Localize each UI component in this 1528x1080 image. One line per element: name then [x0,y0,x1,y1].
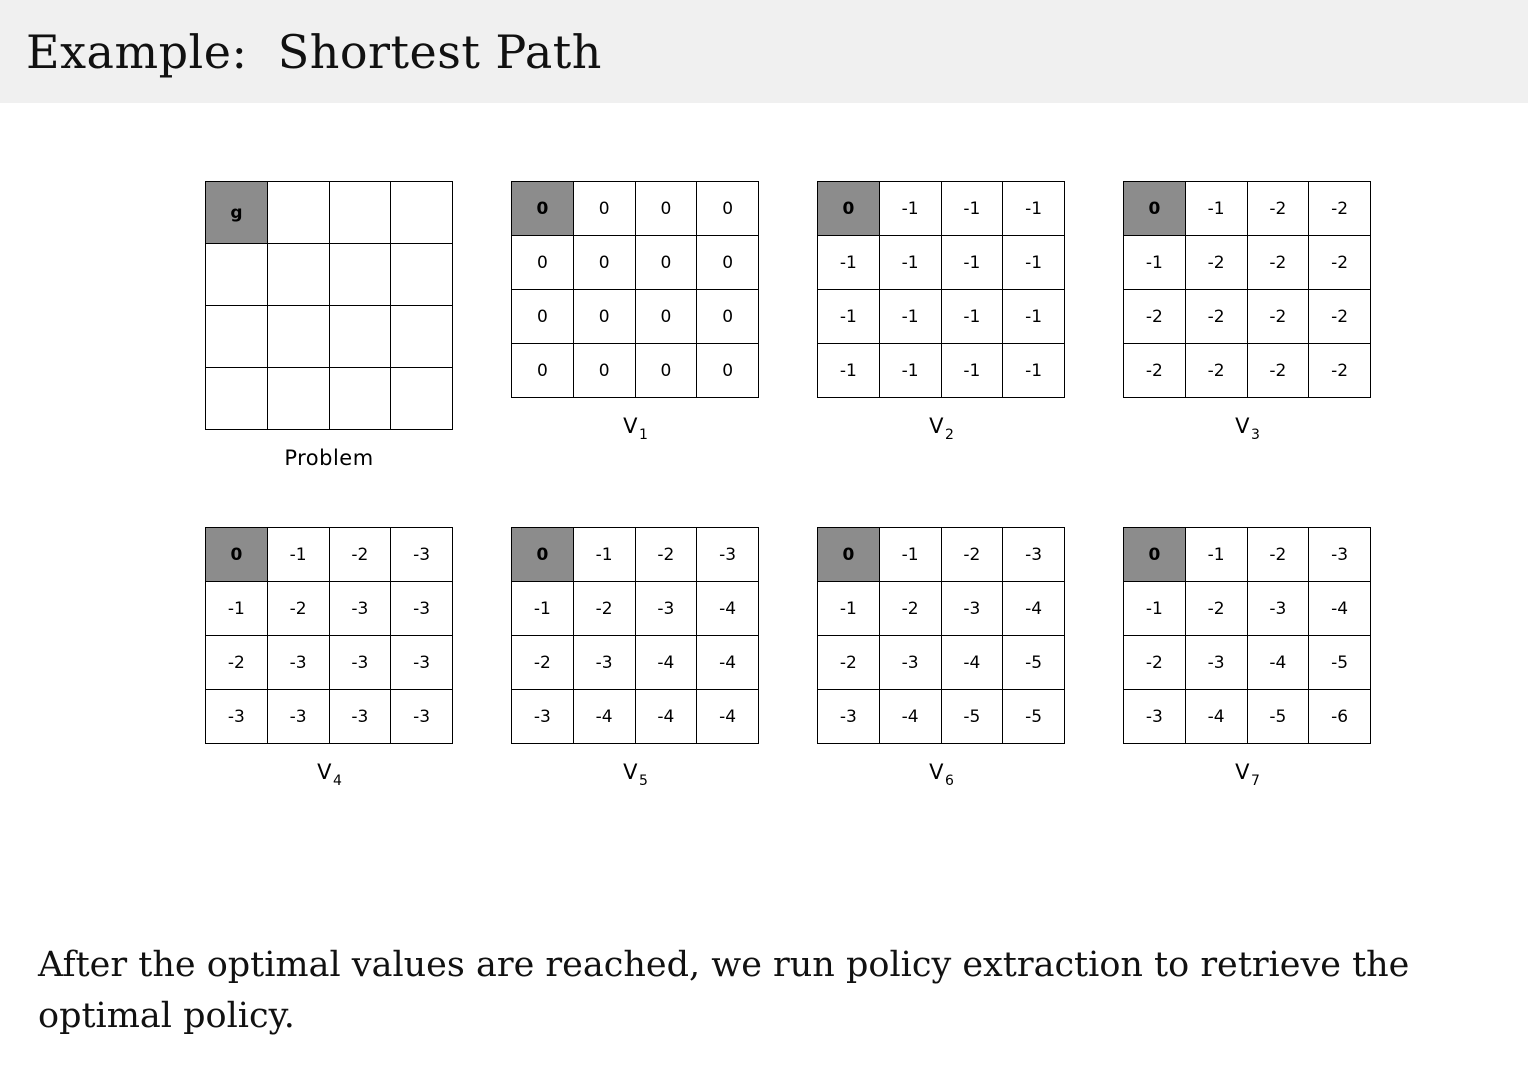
grid-row [512,528,759,582]
grid-row [818,636,1065,690]
grid-row [818,290,1065,344]
grid-cell [391,182,453,244]
grid-caption [623,414,648,443]
grid-cell: -3 [329,636,391,690]
grid-cell: -2 [512,636,574,690]
grid-cell: 0 [573,290,635,344]
grid-cell: -1 [1185,528,1247,582]
grid-cell [329,368,391,430]
value-grid [205,181,453,430]
grid-cell: -1 [1003,344,1065,398]
grid-cell: -1 [1003,236,1065,290]
grid-cell: -1 [1003,182,1065,236]
grid-cell: -4 [1003,582,1065,636]
grid-cell: -4 [697,582,759,636]
grid-cell: -3 [206,690,268,744]
grid-cell [267,306,329,368]
grid-row [512,344,759,398]
grid-cell: -1 [941,182,1003,236]
grid-cell: 0 [697,182,759,236]
grid-row [206,244,453,306]
grid-cell: -2 [1247,344,1309,398]
goal-cell: 0 [1124,528,1186,582]
grid-block [1123,181,1371,470]
grid-cell: -6 [1309,690,1371,744]
grid-row-top [0,181,1528,470]
grid-row [512,290,759,344]
grid-cell: -2 [1124,290,1186,344]
grid-cell: -4 [697,690,759,744]
grid-cell: -3 [512,690,574,744]
grid-block [817,527,1065,789]
value-grid [817,527,1065,744]
grid-row [1124,290,1371,344]
grid-cell: -3 [267,636,329,690]
grid-cell: -1 [941,236,1003,290]
grid-cell: -1 [879,290,941,344]
grid-cell: -4 [1247,636,1309,690]
value-grid [511,527,759,744]
grid-row [206,306,453,368]
grid-cell [329,306,391,368]
grid-cell: -5 [1003,690,1065,744]
grid-cell: -3 [697,528,759,582]
goal-cell: 0 [206,528,268,582]
grid-caption-label: V [1235,760,1250,784]
grid-caption-label: V [623,760,638,784]
grid-cell: -3 [1124,690,1186,744]
grid-caption [623,760,648,789]
grid-cell: -2 [1185,344,1247,398]
grid-cell: -2 [879,582,941,636]
goal-cell: 0 [512,182,574,236]
grid-cell: -4 [635,636,697,690]
grid-cell: -1 [818,290,880,344]
value-grid [511,181,759,398]
grid-caption-subscript: 1 [638,427,648,443]
grid-caption-subscript: 6 [944,773,954,789]
grid-cell: -3 [1309,528,1371,582]
grid-cell: -2 [1247,528,1309,582]
grid-caption-label: V [623,414,638,438]
grid-row [1124,636,1371,690]
grid-block [1123,527,1371,789]
grid-cell: -3 [391,582,453,636]
grid-block [817,181,1065,470]
grid-cell: -3 [879,636,941,690]
grid-cell: -2 [1124,636,1186,690]
grid-cell: 0 [697,290,759,344]
grid-row [1124,344,1371,398]
grid-row [512,236,759,290]
grid-row [206,368,453,430]
grid-cell: -5 [1309,636,1371,690]
grid-row [512,636,759,690]
grid-cell: -2 [1309,344,1371,398]
grid-cell [267,182,329,244]
grid-row [1124,528,1371,582]
grid-cell: -1 [818,344,880,398]
grid-cell: -4 [697,636,759,690]
grid-cell: -3 [941,582,1003,636]
grid-cell: -4 [1309,582,1371,636]
grid-caption [1235,414,1260,443]
grid-cell: 0 [635,236,697,290]
goal-cell: 0 [512,528,574,582]
grid-row [818,528,1065,582]
grid-caption [929,760,954,789]
explanatory-text: After the optimal values are reached, we run policy extraction to retrieve the optimal policy. [38,945,1410,1036]
grid-cell: 0 [573,344,635,398]
grid-caption-label: Problem [284,446,374,470]
grid-cell: -5 [1247,690,1309,744]
grid-block [205,527,453,789]
grid-row [1124,690,1371,744]
value-iteration-grids [0,103,1528,789]
grid-cell: 0 [573,182,635,236]
grid-cell: 0 [635,344,697,398]
grid-cell: -3 [267,690,329,744]
grid-cell: -1 [512,582,574,636]
grid-cell: -2 [206,636,268,690]
grid-cell: -1 [941,344,1003,398]
grid-row [206,582,453,636]
grid-caption-subscript: 2 [944,427,954,443]
goal-cell: 0 [818,528,880,582]
grid-cell: -3 [391,690,453,744]
value-grid [205,527,453,744]
grid-cell [206,244,268,306]
grid-cell: -2 [329,528,391,582]
grid-cell: -5 [941,690,1003,744]
grid-cell: 0 [635,290,697,344]
value-grid [1123,181,1371,398]
grid-cell: -1 [573,528,635,582]
grid-cell: -1 [941,290,1003,344]
grid-row [818,690,1065,744]
grid-cell: -3 [1247,582,1309,636]
grid-cell: 0 [697,236,759,290]
grid-row-bottom [0,527,1528,789]
grid-row [1124,182,1371,236]
grid-cell: 0 [512,290,574,344]
grid-cell [267,368,329,430]
grid-cell: -3 [1003,528,1065,582]
grid-cell: -3 [818,690,880,744]
grid-cell [329,244,391,306]
grid-cell: -3 [391,636,453,690]
grid-row [206,528,453,582]
grid-row [818,182,1065,236]
grid-cell: -1 [1124,582,1186,636]
grid-row [1124,236,1371,290]
grid-cell: 0 [635,182,697,236]
page-title: Example: Shortest Path [26,24,602,79]
grid-caption [284,446,373,470]
grid-cell: 0 [573,236,635,290]
grid-cell: -2 [1247,182,1309,236]
grid-row [512,182,759,236]
grid-cell: 0 [512,344,574,398]
grid-row [512,690,759,744]
grid-cell: -4 [879,690,941,744]
grid-cell: -1 [1185,182,1247,236]
grid-cell: -2 [1185,236,1247,290]
grid-caption-subscript: 3 [1250,427,1260,443]
grid-cell: 0 [512,236,574,290]
grid-cell: -3 [391,528,453,582]
grid-cell: -1 [818,582,880,636]
goal-cell: 0 [818,182,880,236]
grid-cell: -2 [818,636,880,690]
grid-cell: -1 [1124,236,1186,290]
grid-row [818,582,1065,636]
grid-cell: -2 [1309,182,1371,236]
grid-cell: -2 [1124,344,1186,398]
grid-cell [267,244,329,306]
grid-cell: -1 [879,344,941,398]
grid-cell: -2 [573,582,635,636]
grid-caption-label: V [317,760,332,784]
grid-caption-subscript: 4 [332,773,342,789]
grid-cell: -2 [1247,290,1309,344]
grid-caption-label: V [929,414,944,438]
grid-cell: -1 [879,236,941,290]
grid-caption [317,760,342,789]
grid-row [818,344,1065,398]
grid-cell [329,182,391,244]
grid-caption-label: V [1235,414,1250,438]
grid-row [818,236,1065,290]
grid-cell: -3 [329,582,391,636]
grid-cell [391,244,453,306]
grid-cell: -1 [879,182,941,236]
grid-cell: -3 [573,636,635,690]
grid-row [206,636,453,690]
grid-cell: -1 [818,236,880,290]
value-grid [1123,527,1371,744]
grid-caption-subscript: 7 [1250,773,1260,789]
grid-cell: -1 [879,528,941,582]
grid-row [512,582,759,636]
grid-cell: -2 [267,582,329,636]
grid-cell: -4 [941,636,1003,690]
grid-cell: -2 [1309,290,1371,344]
grid-cell: -3 [329,690,391,744]
grid-caption-subscript: 5 [638,773,648,789]
grid-cell [206,368,268,430]
grid-cell [391,368,453,430]
goal-cell: 0 [1124,182,1186,236]
grid-block [511,181,759,470]
grid-caption [929,414,954,443]
grid-block [511,527,759,789]
grid-cell: -4 [635,690,697,744]
grid-cell: -3 [1185,636,1247,690]
grid-cell: -2 [1247,236,1309,290]
goal-cell: g [206,182,268,244]
grid-cell: -4 [573,690,635,744]
grid-cell [206,306,268,368]
grid-cell: -1 [206,582,268,636]
grid-cell: 0 [697,344,759,398]
grid-caption [1235,760,1260,789]
grid-cell: -2 [635,528,697,582]
slide-header [0,0,1528,103]
grid-cell: -3 [635,582,697,636]
grid-cell [391,306,453,368]
grid-cell: -2 [1309,236,1371,290]
grid-caption-label: V [929,760,944,784]
grid-cell: -2 [941,528,1003,582]
grid-cell: -4 [1185,690,1247,744]
grid-row [206,182,453,244]
grid-cell: -5 [1003,636,1065,690]
value-grid [817,181,1065,398]
grid-cell: -1 [1003,290,1065,344]
grid-block [205,181,453,470]
grid-cell: -2 [1185,290,1247,344]
grid-row [206,690,453,744]
grid-row [1124,582,1371,636]
grid-cell: -1 [267,528,329,582]
grid-cell: -2 [1185,582,1247,636]
